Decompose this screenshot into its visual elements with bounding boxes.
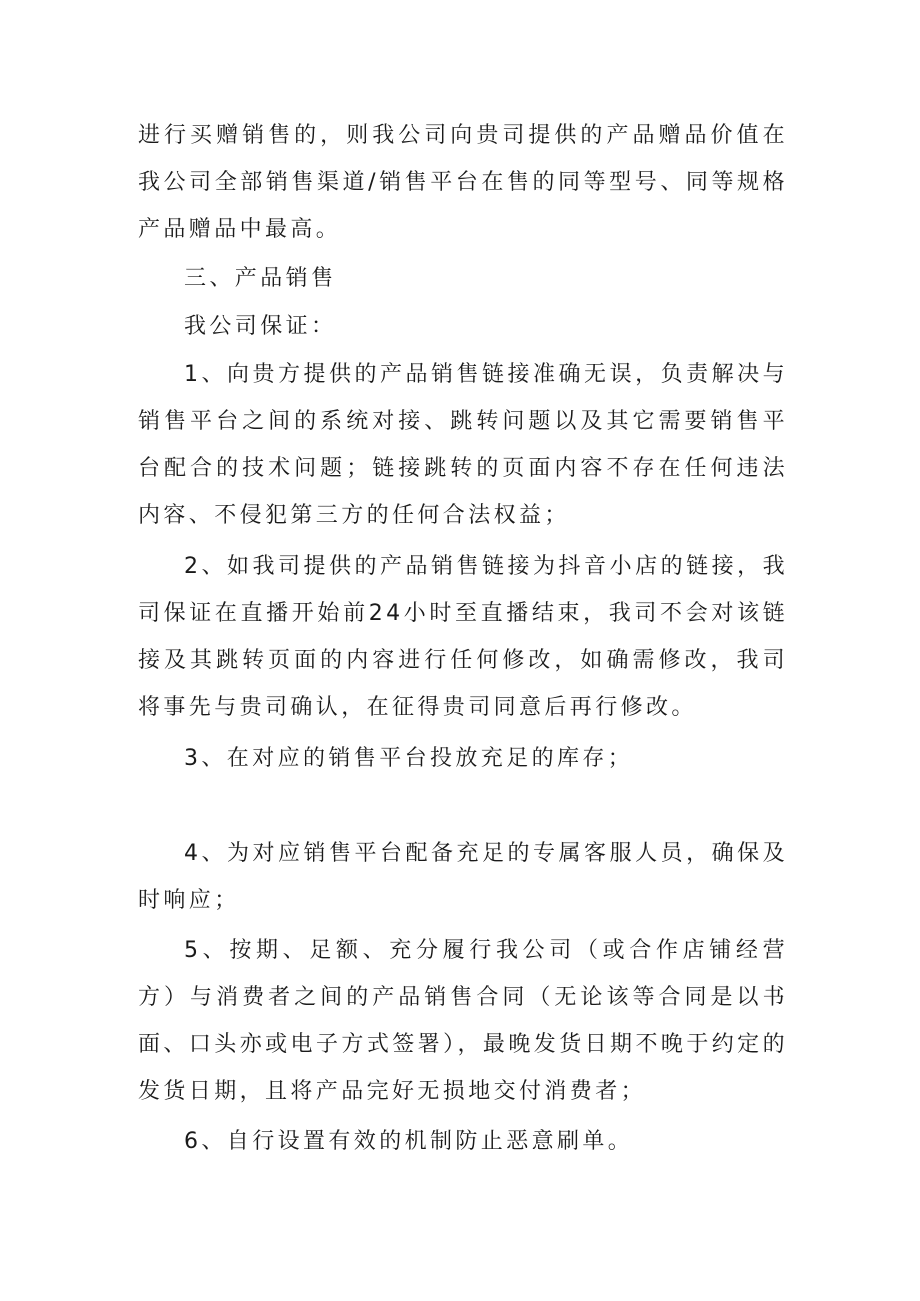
paragraph-item-5: 5、按期、足额、充分履行我公司（或合作店铺经营方）与消费者之间的产品销售合同（无论该等合同是以书面、口头亦或电子方式签署），最晚发货日期不晚于约定的发货日期，且将产品完好无损地交付消费者； [138,938,788,1104]
paragraph-gift-value: 进行买赠销售的，则我公司向贵司提供的产品赠品价值在我公司全部销售渠道/销售平台在售的同等型号、同等规格产品赠品中最高。 [138,123,788,242]
paragraph-item-2: 2、如我司提供的产品销售链接为抖音小店的链接，我司保证在直播开始前24小时至直播结束，我司不会对该链接及其跳转页面的内容进行任何修改，如确需修改，我司将事先与贵司确认，在征得贵司同意后再行修改。 [138,554,788,720]
paragraph-item-4: 4、为对应销售平台配备充足的专属客服人员，确保及时响应； [138,841,788,913]
paragraph-item-3: 3、在对应的销售平台投放充足的库存； [184,746,634,771]
paragraph-guarantee-intro: 我公司保证： [184,314,337,339]
paragraph-item-1: 1、向贵方提供的产品销售链接准确无误，负责解决与销售平台之间的系统对接、跳转问题以及其它需要销售平台配合的技术问题；链接跳转的页面内容不存在任何违法内容、不侵犯第三方的任何合法权益； [138,362,788,528]
paragraph-item-6: 6、自行设置有效的机制防止恶意刷单。 [184,1129,634,1154]
section-heading-product-sales: 三、产品销售 [184,266,337,291]
